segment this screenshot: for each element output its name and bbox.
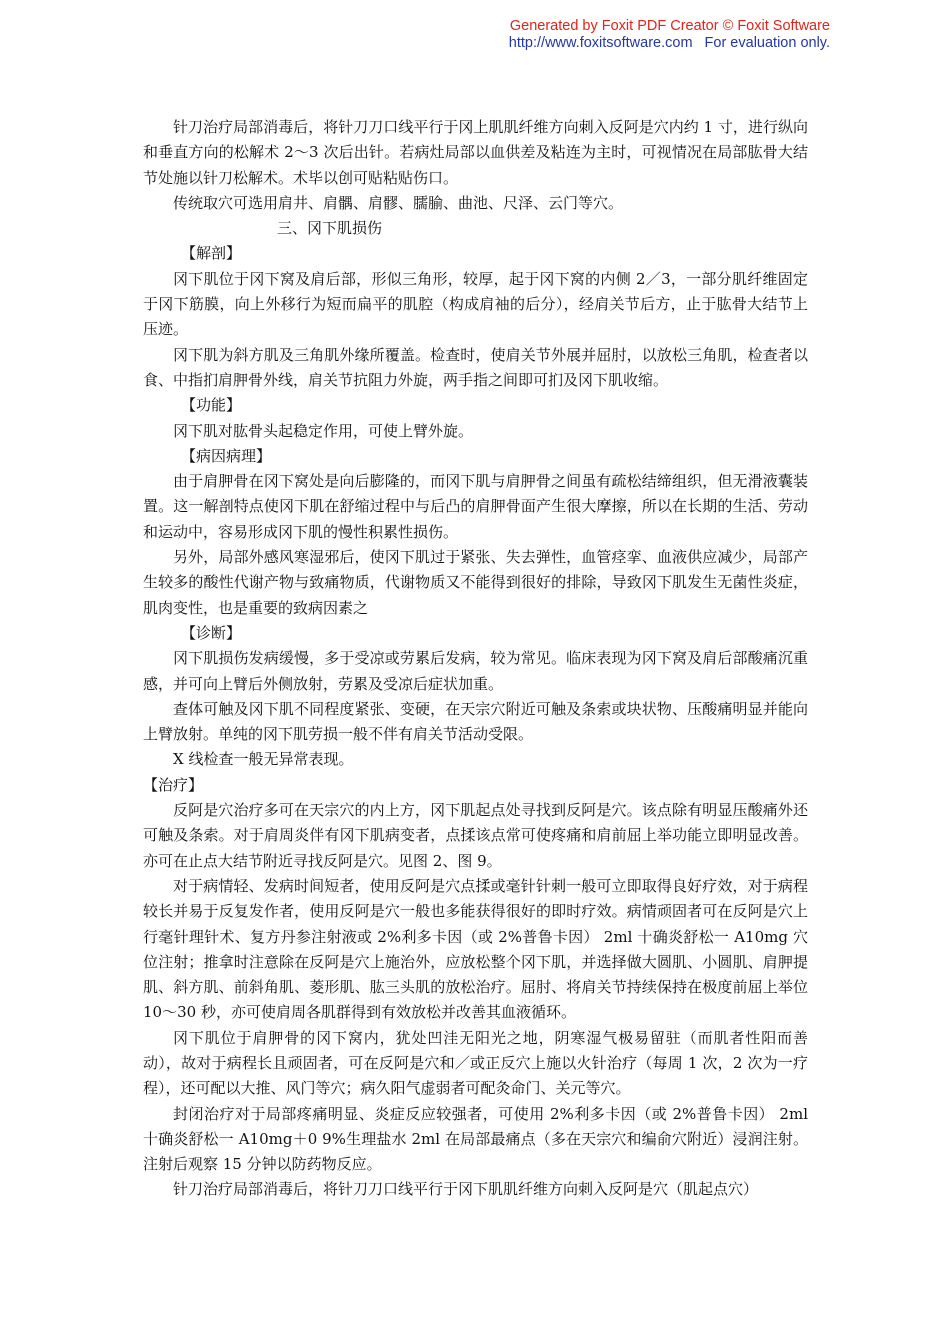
paragraph-function: 冈下肌对肱骨头起稳定作用，可使上臂外旋。: [173, 421, 474, 440]
heading-treatment: 【治疗】: [143, 775, 204, 794]
heading-function: 【功能】: [181, 396, 242, 415]
paragraph-treatment-4: 封闭治疗对于局部疼痛明显、炎症反应较强者，可使用 2%利多卡因（或 2%普鲁卡因） 2ml 十确炎舒松一 A10mg＋0 9%生理盐水 2ml 在局部最痛点（多在天宗穴和编俞穴附近）浸润注射。注射后观察 15 分钟以防药物反应。: [143, 1104, 808, 1174]
paragraph-etiology-1: 由于肩胛骨在冈下窝处是向后膨隆的，而冈下肌与肩胛骨之间虽有疏松结缔组织，但无滑液囊装置。这一解剖特点使冈下肌在舒缩过程中与后凸的肩胛骨面产生很大摩擦，所以在长期的生活、劳动和运动中，容易形成冈下肌的慢性积累性损伤。: [143, 472, 808, 541]
paragraph-treatment-3: 冈下肌位于肩胛骨的冈下窝内，犹处凹洼无阳光之地，阴寒湿气极易留驻（而肌者性阳而善动），故对于病程长且顽固者，可在反阿是穴和／或正反穴上施以火针治疗（每周 1 次，2 次为一疗程），还可配以大推、风门等穴；病久阳气虚弱者可配灸命门、关元等穴。: [143, 1028, 808, 1098]
watermark-evaluation-note: For evaluation only.: [704, 35, 830, 51]
paragraph-treatment-5: 针刀治疗局部消毒后，将针刀刀口线平行于冈下肌肌纤维方向刺入反阿是穴（肌起点穴）: [173, 1180, 759, 1199]
watermark-url-line: [509, 35, 830, 52]
section-title-infraspinatus: 三、冈下肌损伤: [277, 219, 383, 238]
paragraph-needle-knife-supraspinatus: 针刀治疗局部消毒后，将针刀刀口线平行于冈上肌肌纤维方向刺入反阿是穴内约 1 寸，进行纵向和垂直方向的松解术 2～3 次后出针。若病灶局部以血供差及粘连为主时，可视情况在局部肱骨大结节处施以针刀松解术。术毕以创可贴粘贴伤口。: [143, 118, 808, 187]
paragraph-traditional-acupoints: 传统取穴可选用肩井、肩髃、肩髎、臑腧、曲池、尺泽、云门等穴。: [173, 193, 624, 212]
paragraph-etiology-2: 另外，局部外感风寒湿邪后，使冈下肌过于紧张、失去弹性，血管痉挛、血液供应减少，局部产生较多的酸性代谢产物与致痛物质，代谢物质又不能得到很好的排除，导致冈下肌发生无菌性炎症，肌肉变性，也是重要的致病因素之: [143, 548, 808, 617]
heading-diagnosis: 【诊断】: [181, 623, 242, 642]
paragraph-diagnosis-2: 查体可触及冈下肌不同程度紧张、变硬，在天宗穴附近可触及条索或块状物、压酸痛明显并能向上臂放射。单纯的冈下肌劳损一般不伴有肩关节活动受限。: [143, 699, 808, 744]
heading-anatomy: 【解剖】: [181, 244, 242, 263]
heading-etiology: 【病因病理】: [181, 446, 272, 465]
paragraph-anatomy-2: 冈下肌为斜方肌及三角肌外缘所覆盖。检查时，使肩关节外展并屈肘，以放松三角肌，检查者以食、中指扪肩胛骨外线，肩关节抗阻力外旋，两手指之间即可扪及冈下肌收缩。: [143, 345, 808, 389]
foxit-watermark: [509, 18, 830, 52]
paragraph-diagnosis-1: 冈下肌损伤发病缓慢，多于受凉或劳累后发病，较为常见。临床表现为冈下窝及肩后部酸痛沉重感，并可向上臂后外侧放射，劳累及受凉后症状加重。: [143, 649, 808, 693]
watermark-url: http://www.foxitsoftware.com: [508, 35, 693, 51]
document-body: [143, 115, 808, 1203]
paragraph-xray: X 线检查一般无异常表现。: [173, 750, 354, 769]
paragraph-anatomy-1: 冈下肌位于冈下窝及肩后部，形似三角形，较厚，起于冈下窝的内侧 2／3，一部分肌纤维固定于冈下筋膜，向上外移行为短而扁平的肌腔（构成肩袖的后分），经肩关节后方，止于肱骨大结节上压迹。: [143, 269, 808, 339]
watermark-generator-text: Generated by Foxit PDF Creator © Foxit Software: [509, 18, 830, 34]
paragraph-treatment-2: 对于病情轻、发病时间短者，使用反阿是穴点揉或毫针针刺一般可立即取得良好疗效，对于病程较长并易于反复发作者，使用反阿是穴一般也多能获得很好的即时疗效。病情顽固者可在反阿是穴上行毫针理针术、复方丹参注射液或 2%利多卡因（或 2%普鲁卡因） 2ml 十确炎舒松一 A10mg 穴位注射；推拿时注意除在反阿是穴上施治外，应放松整个冈下肌，并选择做大圆肌、小圆肌、肩胛提肌、斜方肌、前斜角肌、菱形肌、肱三头肌的放松治疗。屈肘、将肩关节持续保持在极度前屈上举位 10～30 秒，亦可使肩周各肌群得到有效放松并改善其血液循环。: [143, 876, 808, 1022]
paragraph-treatment-1: 反阿是穴治疗多可在天宗穴的内上方，冈下肌起点处寻找到反阿是穴。该点除有明显压酸痛外还可触及条索。对于肩周炎伴有冈下肌病变者，点揉该点常可使疼痛和肩前屈上举功能立即明显改善。亦可在止点大结节附近寻找反阿是穴。见图 2、图 9。: [143, 801, 808, 870]
